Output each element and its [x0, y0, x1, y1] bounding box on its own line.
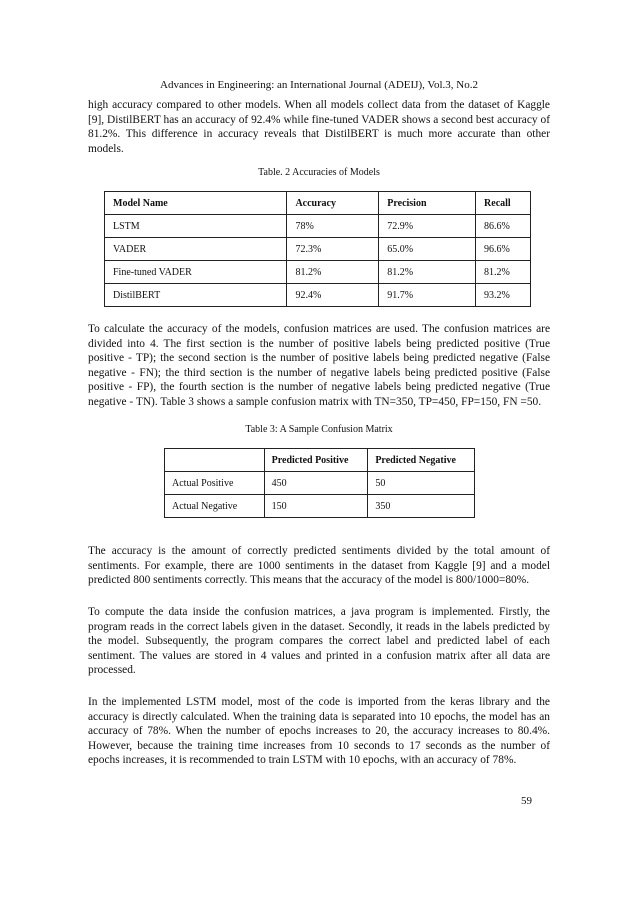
- table-3-caption: Table 3: A Sample Confusion Matrix: [245, 424, 393, 435]
- table-cell: LSTM: [105, 215, 287, 238]
- confusion-matrix-table: [164, 448, 475, 518]
- column-header: Model Name: [105, 192, 287, 215]
- column-header: Recall: [476, 192, 531, 215]
- column-header: Accuracy: [287, 192, 379, 215]
- column-header: Predicted Positive: [264, 449, 368, 472]
- table-2-caption: Table. 2 Accuracies of Models: [258, 167, 380, 178]
- table-cell: Actual Negative: [165, 495, 265, 518]
- table-header-row: [105, 192, 531, 215]
- table-cell: 81.2%: [476, 261, 531, 284]
- table-row: [165, 472, 475, 495]
- paragraph-5: In the implemented LSTM model, most of the code is imported from the keras library and the accuracy is directly calculated. When the training data is separated into 10 epochs, the model has an accuracy of 78%. When the number of epochs increases to 20, the accuracy increases to 80.4%. However, because the training time increases from 10 seconds to 17 seconds as the number of epochs increases, it is recommended to train LSTM with 10 epochs, with an accuracy of 78%.: [88, 696, 550, 767]
- table-row: [105, 215, 531, 238]
- table-cell: 92.4%: [287, 284, 379, 307]
- table-cell: Fine-tuned VADER: [105, 261, 287, 284]
- page-number: 59: [521, 795, 532, 807]
- table-cell: 81.2%: [287, 261, 379, 284]
- table-row: [105, 261, 531, 284]
- table-cell: 93.2%: [476, 284, 531, 307]
- table-cell: 350: [368, 495, 475, 518]
- column-header: Predicted Negative: [368, 449, 475, 472]
- table-cell: 50: [368, 472, 475, 495]
- table-cell: Actual Positive: [165, 472, 265, 495]
- running-header: Advances in Engineering: an International Journal (ADEIJ), Vol.3, No.2: [160, 79, 478, 91]
- table-cell: 81.2%: [379, 261, 476, 284]
- column-header: Precision: [379, 192, 476, 215]
- table-header-row: [165, 449, 475, 472]
- column-header: [165, 449, 265, 472]
- table-cell: 150: [264, 495, 368, 518]
- paragraph-2: To calculate the accuracy of the models, confusion matrices are used. The confusion matrices are divided into 4. The first section is the number of positive labels being predicted positive (True positive - TP); the second section is the number of positive labels being predicted negative (False negative - FN); the third section is the number of negative labels being predicted positive (False positive - FP), the fourth section is the number of negative labels being predicted negative (True negative - TN). Table 3 shows a sample confusion matrix with TN=350, TP=450, FP=150, FN =50.: [88, 323, 550, 408]
- table-cell: 78%: [287, 215, 379, 238]
- table-cell: VADER: [105, 238, 287, 261]
- table-row: [105, 238, 531, 261]
- paragraph-3: The accuracy is the amount of correctly predicted sentiments divided by the total amount of sentiments. For example, there are 1000 sentiments in the dataset from Kaggle [9] and a model predicted 800 sentiments correctly. This means that the accuracy of the model is 800/1000=80%.: [88, 545, 550, 587]
- table-cell: 86.6%: [476, 215, 531, 238]
- table-cell: 72.9%: [379, 215, 476, 238]
- table-row: [105, 284, 531, 307]
- table-cell: 65.0%: [379, 238, 476, 261]
- table-cell: 72.3%: [287, 238, 379, 261]
- table-cell: 91.7%: [379, 284, 476, 307]
- table-cell: DistilBERT: [105, 284, 287, 307]
- table-cell: 450: [264, 472, 368, 495]
- table-cell: 96.6%: [476, 238, 531, 261]
- accuracy-table: [104, 191, 531, 307]
- paragraph-1: high accuracy compared to other models. When all models collect data from the dataset of Kaggle [9], DistilBERT has an accuracy of 92.4% while fine-tuned VADER shows a second best accuracy of 81.2%. This difference in accuracy reveals that DistilBERT is much more accurate than other models.: [88, 99, 550, 155]
- table-row: [165, 495, 475, 518]
- paragraph-4: To compute the data inside the confusion matrices, a java program is implemented. Firstly, the program reads in the correct labels given in the dataset. Secondly, it reads in the labels predicted by the model. Subsequently, the program compares the correct label and predicted label of each sentiment. The values are stored in 4 values and printed in a confusion matrix after all data are processed.: [88, 606, 550, 677]
